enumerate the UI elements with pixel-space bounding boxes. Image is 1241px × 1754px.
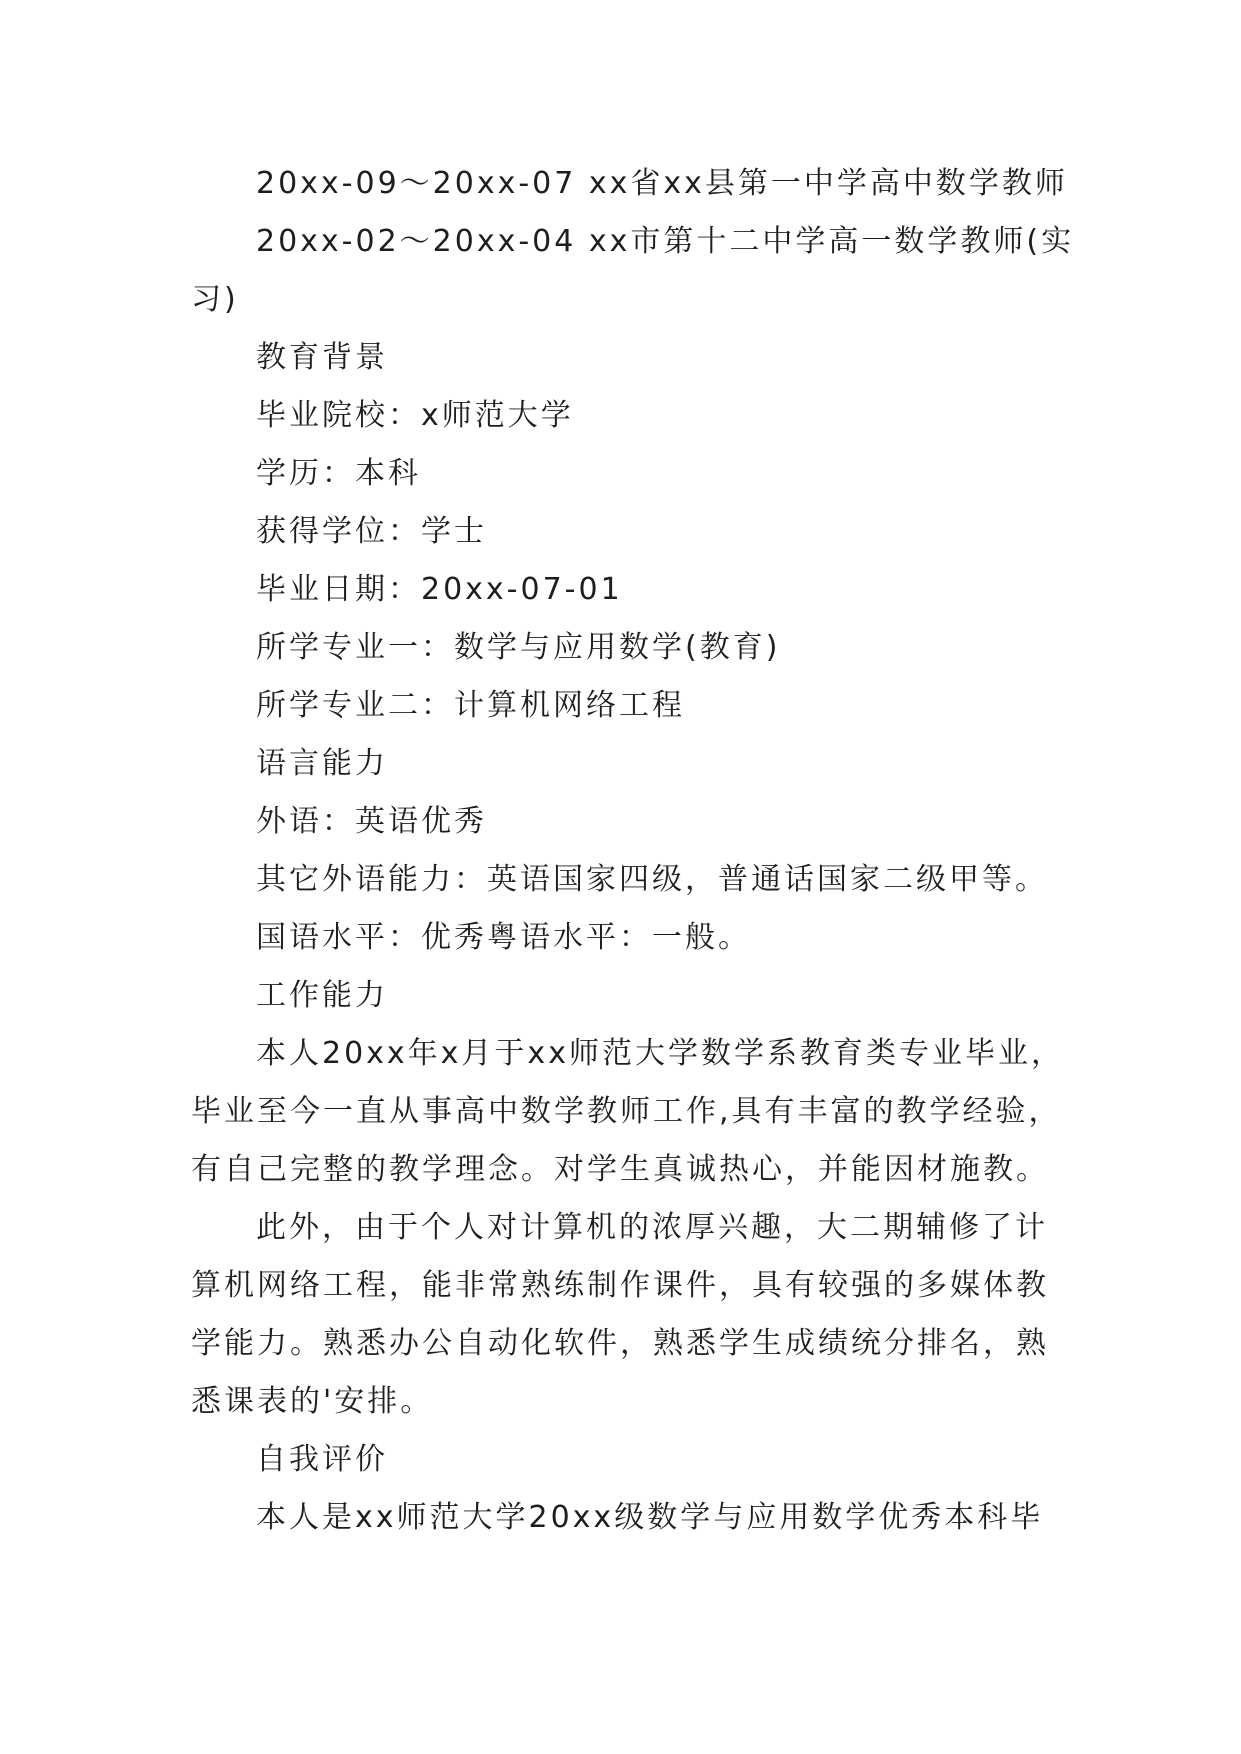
work-ability-paragraph-1-line-2: 毕业至今一直从事高中数学教师工作,具有丰富的教学经验， (191, 1094, 1062, 1129)
work-ability-paragraph-2-line-2: 算机网络工程，能非常熟练制作课件，具有较强的多媒体教 (191, 1268, 1049, 1303)
work-experience-line-2: 20xx-02～20xx-04 xx市第十二中学高一数学教师(实 (256, 224, 1075, 259)
work-ability-paragraph-2-line-3: 学能力。熟悉办公自动化软件，熟悉学生成绩统分排名，熟 (191, 1326, 1049, 1361)
section-heading-work-ability: 工作能力 (256, 978, 388, 1013)
section-heading-education: 教育背景 (256, 340, 388, 375)
section-heading-language: 语言能力 (256, 746, 388, 781)
self-evaluation-line-1: 本人是xx师范大学20xx级数学与应用数学优秀本科毕 (256, 1500, 1044, 1535)
work-ability-paragraph-1-line-3: 有自己完整的教学理念。对学生真诚热心，并能因材施教。 (191, 1152, 1049, 1187)
foreign-language-line: 外语：英语优秀 (256, 804, 487, 839)
work-ability-paragraph-1-line-1: 本人20xx年x月于xx师范大学数学系教育类专业毕业， (256, 1036, 1064, 1071)
section-heading-self-evaluation: 自我评价 (256, 1442, 388, 1477)
degree-obtained-line: 获得学位：学士 (256, 514, 487, 549)
other-language-line: 其它外语能力：英语国家四级，普通话国家二级甲等。 (256, 862, 1048, 897)
work-experience-line-1: 20xx-09～20xx-07 xx省xx县第一中学高中数学教师 (256, 166, 1068, 201)
graduate-school-line: 毕业院校：x师范大学 (256, 398, 574, 433)
work-experience-line-2-continued: 习) (191, 282, 239, 317)
graduation-date-line: 毕业日期：20xx-07-01 (256, 572, 623, 607)
mandarin-level-line: 国语水平：优秀粤语水平：一般。 (256, 920, 751, 955)
work-ability-paragraph-2-line-4: 悉课表的'安排。 (191, 1384, 434, 1419)
major-two-line: 所学专业二：计算机网络工程 (256, 688, 685, 723)
work-ability-paragraph-2-line-1: 此外，由于个人对计算机的浓厚兴趣，大二期辅修了计 (256, 1210, 1048, 1245)
major-one-line: 所学专业一：数学与应用数学(教育) (256, 630, 781, 665)
degree-level-line: 学历：本科 (256, 456, 421, 491)
